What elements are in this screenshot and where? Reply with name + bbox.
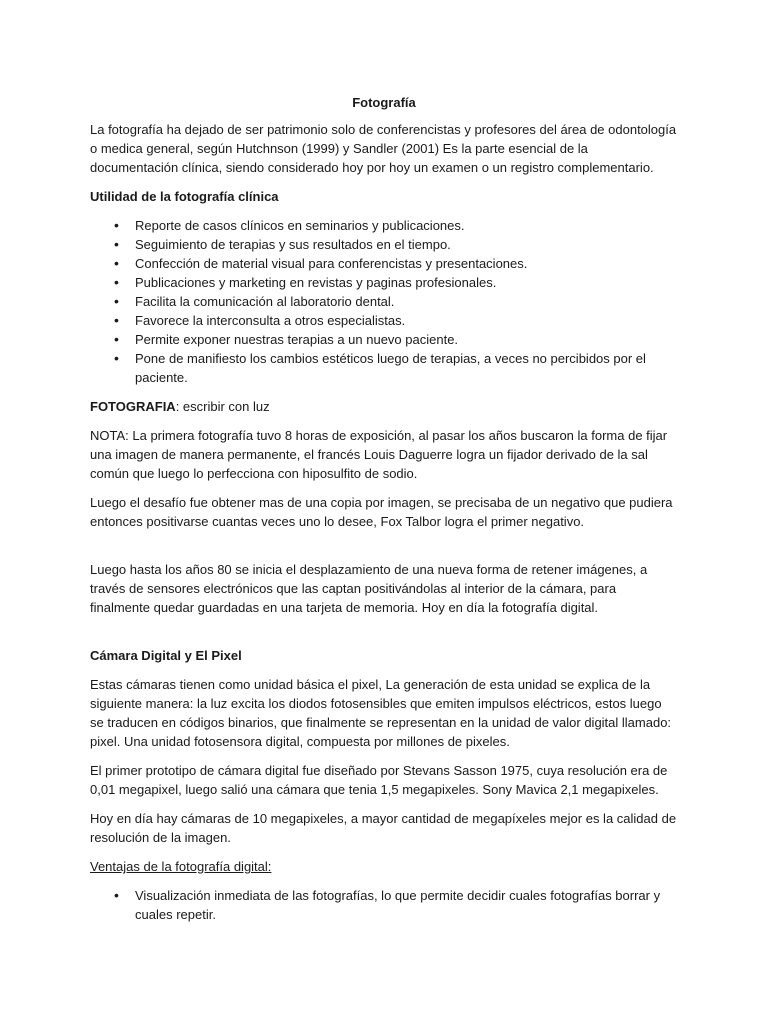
list-item: • Permite exponer nuestras terapias a un nuevo paciente. xyxy=(90,330,678,349)
camara-paragraph-3: Hoy en día hay cámaras de 10 megapixeles, a mayor cantidad de megapíxeles mejor es la calidad de resolución de la imagen. xyxy=(90,811,677,845)
document-body xyxy=(90,93,678,934)
ventajas-heading: Ventajas de la fotografía digital: xyxy=(90,859,272,874)
anos80-paragraph: Luego hasta los años 80 se inicia el desplazamiento de una nueva forma de retener imágenes, a través de sensores electrónicos que las captan positivándolas al interior de la cámara, para finalmente quedar guardadas en una tarjeta de memoria. Hoy en día la fotografía digital. xyxy=(90,562,648,615)
nota-paragraph: NOTA: La primera fotografía tuvo 8 horas de exposición, al pasar los años buscaron la forma de fijar una imagen de manera permanente, el francés Louis Daguerre logra un fijador derivado de la sal común que luego lo perfecciona con hiposulfito de sodio. xyxy=(90,428,668,481)
camara-paragraph-1: Estas cámaras tienen como unidad básica el pixel, La generación de esta unidad se explica de la siguiente manera: la luz excita los diodos fotosensibles que emiten impulsos eléctricos, estos luego se traducen en códigos binarios, que finalmente se representan en la unidad de valor digital llamado: pixel. Una unidad fotosensora digital, compuesta por millones de pixeles. xyxy=(90,677,672,749)
list-item: • Facilita la comunicación al laboratorio dental. xyxy=(90,292,678,311)
list-item: • Favorece la interconsulta a otros especialistas. xyxy=(90,311,678,330)
utilidad-list xyxy=(90,216,678,387)
camara-paragraph-2: El primer prototipo de cámara digital fue diseñado por Stevans Sasson 1975, cuya resolución era de 0,01 megapixel, luego salió una cámara que tenia 1,5 megapixeles. Sony Mavica 2,1 megapixeles. xyxy=(90,763,668,797)
list-item: • Reporte de casos clínicos en seminarios y publicaciones. xyxy=(90,216,678,235)
definition-text: : escribir con luz xyxy=(175,399,270,414)
list-item: • Visualización inmediata de las fotografías, lo que permite decidir cuales fotografías borrar y cuales repetir. xyxy=(90,886,678,924)
blank-line xyxy=(90,541,678,560)
document-title: Fotografía xyxy=(352,95,416,110)
definition-paragraph xyxy=(90,397,678,416)
camara-heading: Cámara Digital y El Pixel xyxy=(90,648,242,663)
list-item: • Confección de material visual para conferencistas y presentaciones. xyxy=(90,254,678,273)
list-item: • Publicaciones y marketing en revistas y paginas profesionales. xyxy=(90,273,678,292)
definition-term: FOTOGRAFIA xyxy=(90,399,176,414)
list-item: • Pone de manifiesto los cambios estéticos luego de terapias, a veces no percibidos por el paciente. xyxy=(90,349,678,387)
desafio-paragraph: Luego el desafío fue obtener mas de una copia por imagen, se precisaba de un negativo que pudiera entonces positivarse cuantas veces uno lo desee, Fox Talbor logra el primer negativo. xyxy=(90,495,673,529)
blank-line xyxy=(90,627,678,646)
ventajas-list xyxy=(90,886,678,924)
list-item: • Seguimiento de terapias y sus resultados en el tiempo. xyxy=(90,235,678,254)
intro-paragraph: La fotografía ha dejado de ser patrimonio solo de conferencistas y profesores del área de odontología o medica general, según Hutchnson (1999) y Sandler (2001) Es la parte esencial de la documentación clínica, siendo considerado hoy por hoy un examen o un registro complementario. xyxy=(90,122,677,175)
utilidad-heading: Utilidad de la fotografía clínica xyxy=(90,189,279,204)
